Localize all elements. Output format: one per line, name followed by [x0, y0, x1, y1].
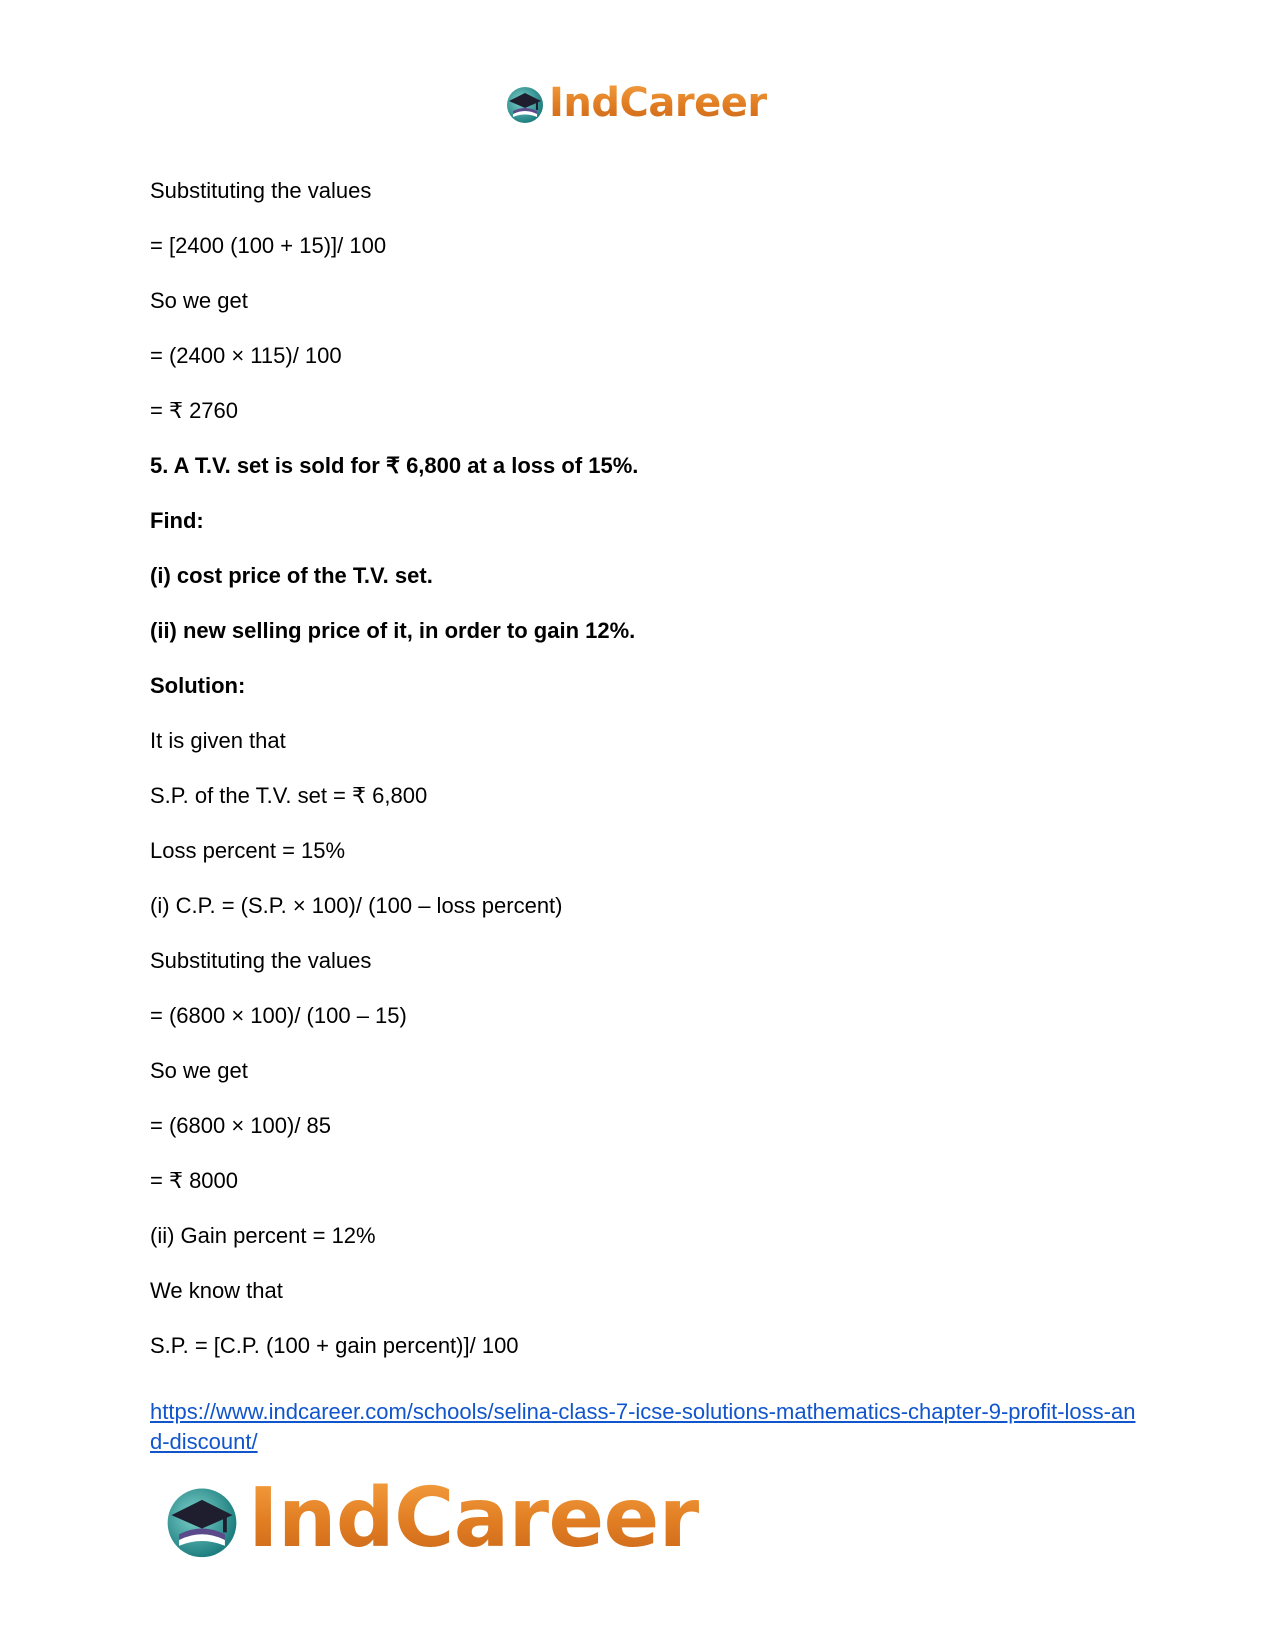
solution-text-line: = (6800 × 100)/ 85 — [150, 1113, 332, 1138]
solution-text-line: Substituting the values — [150, 948, 372, 973]
solution-text-line: = [2400 (100 + 15)]/ 100 — [150, 233, 387, 258]
footer-logo — [160, 1471, 699, 1566]
solution-text-line: So we get — [150, 288, 248, 313]
solution-text-line: So we get — [150, 1058, 248, 1083]
source-url-link[interactable]: https://www.indcareer.com/schools/selina-class-7-icse-solutions-mathematics-chapter-9-profit-loss-and-discount/ — [150, 1399, 1136, 1454]
solution-text-line: We know that — [150, 1278, 283, 1303]
header-logo — [503, 80, 767, 126]
solution-text-line: = ₹ 2760 — [150, 398, 239, 423]
question-text-line: (i) cost price of the T.V. set. — [150, 563, 433, 588]
solution-text-line: = ₹ 8000 — [150, 1168, 239, 1193]
footer-logo-text: IndCareer — [248, 1471, 699, 1566]
solution-text-line: = (2400 × 115)/ 100 — [150, 343, 342, 368]
solution-text-line: (i) C.P. = (S.P. × 100)/ (100 – loss percent) — [150, 893, 563, 918]
document-body — [150, 178, 1130, 1388]
globe-graduation-cap-book-icon — [503, 81, 547, 125]
question-text-line: 5. A T.V. set is sold for ₹ 6,800 at a loss of 15%. — [150, 453, 639, 478]
solution-text-line: S.P. = [C.P. (100 + gain percent)]/ 100 — [150, 1333, 519, 1358]
solution-text-line: Substituting the values — [150, 178, 372, 203]
solution-text-line: S.P. of the T.V. set = ₹ 6,800 — [150, 783, 428, 808]
question-text-line: (ii) new selling price of it, in order to gain 12%. — [150, 618, 636, 643]
question-text-line: Find: — [150, 508, 204, 533]
solution-text-line: It is given that — [150, 728, 286, 753]
solution-text-line: Loss percent = 15% — [150, 838, 346, 863]
header-logo-text: IndCareer — [549, 80, 767, 126]
question-text-line: Solution: — [150, 673, 246, 698]
solution-text-line: = (6800 × 100)/ (100 – 15) — [150, 1003, 407, 1028]
globe-graduation-cap-book-icon — [160, 1477, 244, 1561]
solution-text-line: (ii) Gain percent = 12% — [150, 1223, 376, 1248]
